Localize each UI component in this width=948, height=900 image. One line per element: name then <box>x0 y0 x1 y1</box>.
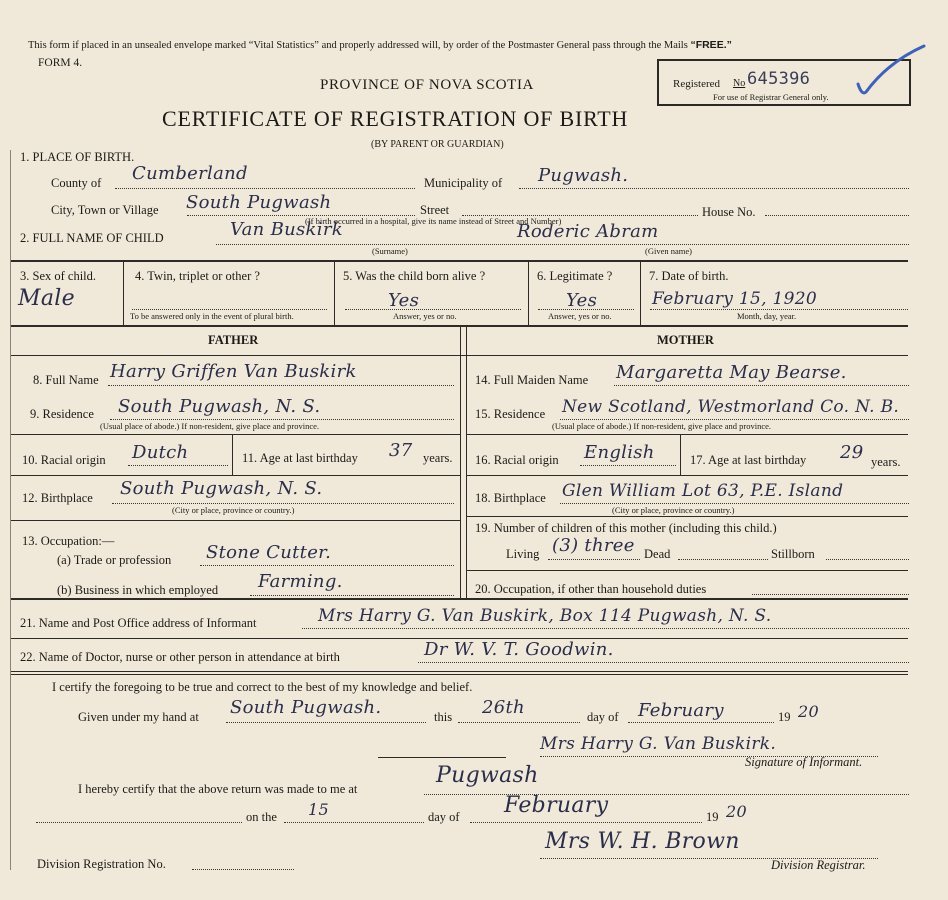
father-age-years: years. <box>423 451 453 465</box>
mother-birthplace-value: Glen William Lot 63, P.E. Island <box>562 481 844 501</box>
mother-birthplace-label: 18. Birthplace <box>475 491 546 505</box>
mother-residence-note: (Usual place of abode.) If non-resident, give place and province. <box>552 421 772 431</box>
given-day-value: 26th <box>482 697 525 718</box>
municipality-label: Municipality of <box>424 176 503 190</box>
occupation-label: 13. Occupation:— <box>22 534 115 548</box>
check-mark-icon <box>848 40 928 100</box>
mother-name-label: 14. Full Maiden Name <box>475 373 589 387</box>
mother-birthplace-note: (City or place, province or country.) <box>612 505 735 515</box>
registrar-signature: Mrs W. H. Brown <box>545 829 740 854</box>
dead-label: Dead <box>644 547 671 561</box>
certificate-subtitle: (BY PARENT OR GUARDIAN) <box>371 139 504 150</box>
child-name-label: 2. FULL NAME OF CHILD <box>20 231 164 245</box>
registrar-day-of-label: day of <box>428 810 460 824</box>
father-residence-note: (Usual place of abode.) If non-resident, give place and province. <box>100 421 320 431</box>
registered-number: 645396 <box>747 69 811 89</box>
father-racial-label: 10. Racial origin <box>22 453 106 467</box>
given-year-value: 20 <box>798 702 819 721</box>
mother-residence-value: New Scotland, Westmorland Co. N. B. <box>562 397 900 417</box>
mother-racial-label: 16. Racial origin <box>475 453 559 467</box>
registrar-year-prefix: 19 <box>706 810 719 824</box>
child-given-name: Roderic Abram <box>517 221 659 242</box>
mother-heading: MOTHER <box>657 333 714 347</box>
registrar-month-value: February <box>504 793 609 818</box>
birth-date-note: Month, day, year. <box>737 311 797 321</box>
mother-occupation-label: 20. Occupation, if other than household duties <box>475 582 707 596</box>
city-label: City, Town or Village <box>51 203 159 217</box>
twin-note: To be answered only in the event of plural birth. <box>130 311 294 321</box>
father-age-label: 11. Age at last birthday <box>242 451 358 465</box>
surname-note: (Surname) <box>372 246 408 256</box>
mother-residence-label: 15. Residence <box>475 407 546 421</box>
form-number: FORM 4. <box>38 57 83 69</box>
father-residence-label: 9. Residence <box>30 407 94 421</box>
father-birthplace-note: (City or place, province or country.) <box>172 505 295 515</box>
street-label: Street <box>420 203 450 217</box>
legitimate-label: 6. Legitimate ? <box>537 269 613 283</box>
sex-label: 3. Sex of child. <box>20 269 97 283</box>
given-name-note: (Given name) <box>645 246 692 256</box>
trade-label: (a) Trade or profession <box>57 553 172 567</box>
informant-signature-label: Signature of Informant. <box>745 755 863 769</box>
registrar-year-value: 20 <box>726 802 747 821</box>
stillborn-label: Stillborn <box>771 547 815 561</box>
county-value: Cumberland <box>132 163 248 184</box>
alive-value: Yes <box>388 290 420 311</box>
registrar-statement: I hereby certify that the above return was made to me at <box>78 782 358 796</box>
legitimate-value: Yes <box>566 290 598 311</box>
mother-age-value: 29 <box>840 442 864 463</box>
city-value: South Pugwash <box>186 192 332 213</box>
father-residence-value: South Pugwash, N. S. <box>118 396 321 417</box>
living-value: (3) three <box>552 535 635 556</box>
business-value: Farming. <box>258 571 343 592</box>
given-under-label: Given under my hand at <box>78 710 199 724</box>
trade-value: Stone Cutter. <box>206 542 332 563</box>
mother-age-label: 17. Age at last birthday <box>690 453 807 467</box>
free-marking: “FREE.” <box>690 39 732 51</box>
mother-racial-value: English <box>584 442 655 463</box>
doctor-label: 22. Name of Doctor, nurse or other person in attendance at birth <box>20 650 340 664</box>
informant-value: Mrs Harry G. Van Buskirk, Box 114 Pugwash, N. S. <box>318 606 772 626</box>
registrar-only-note: For use of Registrar General only. <box>713 92 829 102</box>
legitimate-note: Answer, yes or no. <box>548 311 612 321</box>
alive-label: 5. Was the child born alive ? <box>343 269 486 283</box>
municipality-value: Pugwash. <box>538 165 629 186</box>
sex-value: Male <box>18 286 75 311</box>
birth-date-label: 7. Date of birth. <box>649 269 729 283</box>
registered-no-prefix: No <box>733 78 746 89</box>
registered-label: Registered <box>673 78 721 90</box>
business-label: (b) Business in which employed <box>57 583 219 597</box>
given-day-of-label: day of <box>587 710 619 724</box>
division-registrar-label: Division Registrar. <box>771 858 866 872</box>
postal-notice: This form if placed in an unsealed envelope marked “Vital Statistics” and properly addressed will, by order of the Postmaster General pass through the Mails “FREE.” <box>28 39 732 51</box>
mother-name-value: Margaretta May Bearse. <box>616 362 847 383</box>
given-year-prefix: 19 <box>778 710 791 724</box>
child-surname: Van Buskirk <box>230 219 343 240</box>
division-registration-label: Division Registration No. <box>37 857 166 871</box>
given-place-value: South Pugwash. <box>230 697 382 718</box>
province-heading: PROVINCE OF NOVA SCOTIA <box>320 77 534 93</box>
informant-signature: Mrs Harry G. Van Buskirk. <box>540 734 777 754</box>
father-heading: FATHER <box>208 333 259 347</box>
registrar-place-value: Pugwash <box>436 763 539 788</box>
doctor-value: Dr W. V. T. Goodwin. <box>424 639 614 660</box>
registrar-day-value: 15 <box>308 800 329 819</box>
given-month-value: February <box>638 700 724 721</box>
children-count-label: 19. Number of children of this mother (including this child.) <box>475 521 777 535</box>
twin-label: 4. Twin, triplet or other ? <box>135 269 260 283</box>
father-birthplace-label: 12. Birthplace <box>22 491 93 505</box>
living-label: Living <box>506 547 540 561</box>
father-racial-value: Dutch <box>132 442 189 463</box>
father-name-label: 8. Full Name <box>33 373 99 387</box>
birth-date-value: February 15, 1920 <box>652 289 817 309</box>
father-age-value: 37 <box>389 440 413 461</box>
informant-label: 21. Name and Post Office address of Informant <box>20 616 257 630</box>
on-the-label: on the <box>246 810 277 824</box>
this-label: this <box>434 710 453 724</box>
place-heading: 1. PLACE OF BIRTH. <box>20 150 135 164</box>
certify-statement: I certify the foregoing to be true and correct to the best of my knowledge and belief. <box>52 680 473 694</box>
street-note: (If birth occurred in a hospital, give its name instead of Street and Number) <box>305 216 562 226</box>
house-number-label: House No. <box>702 205 756 219</box>
alive-note: Answer, yes or no. <box>393 311 457 321</box>
mother-age-years: years. <box>871 455 901 469</box>
county-label: County of <box>51 176 102 190</box>
father-name-value: Harry Griffen Van Buskirk <box>110 361 357 382</box>
certificate-title: CERTIFICATE OF REGISTRATION OF BIRTH <box>162 106 629 131</box>
father-birthplace-value: South Pugwash, N. S. <box>120 478 323 499</box>
